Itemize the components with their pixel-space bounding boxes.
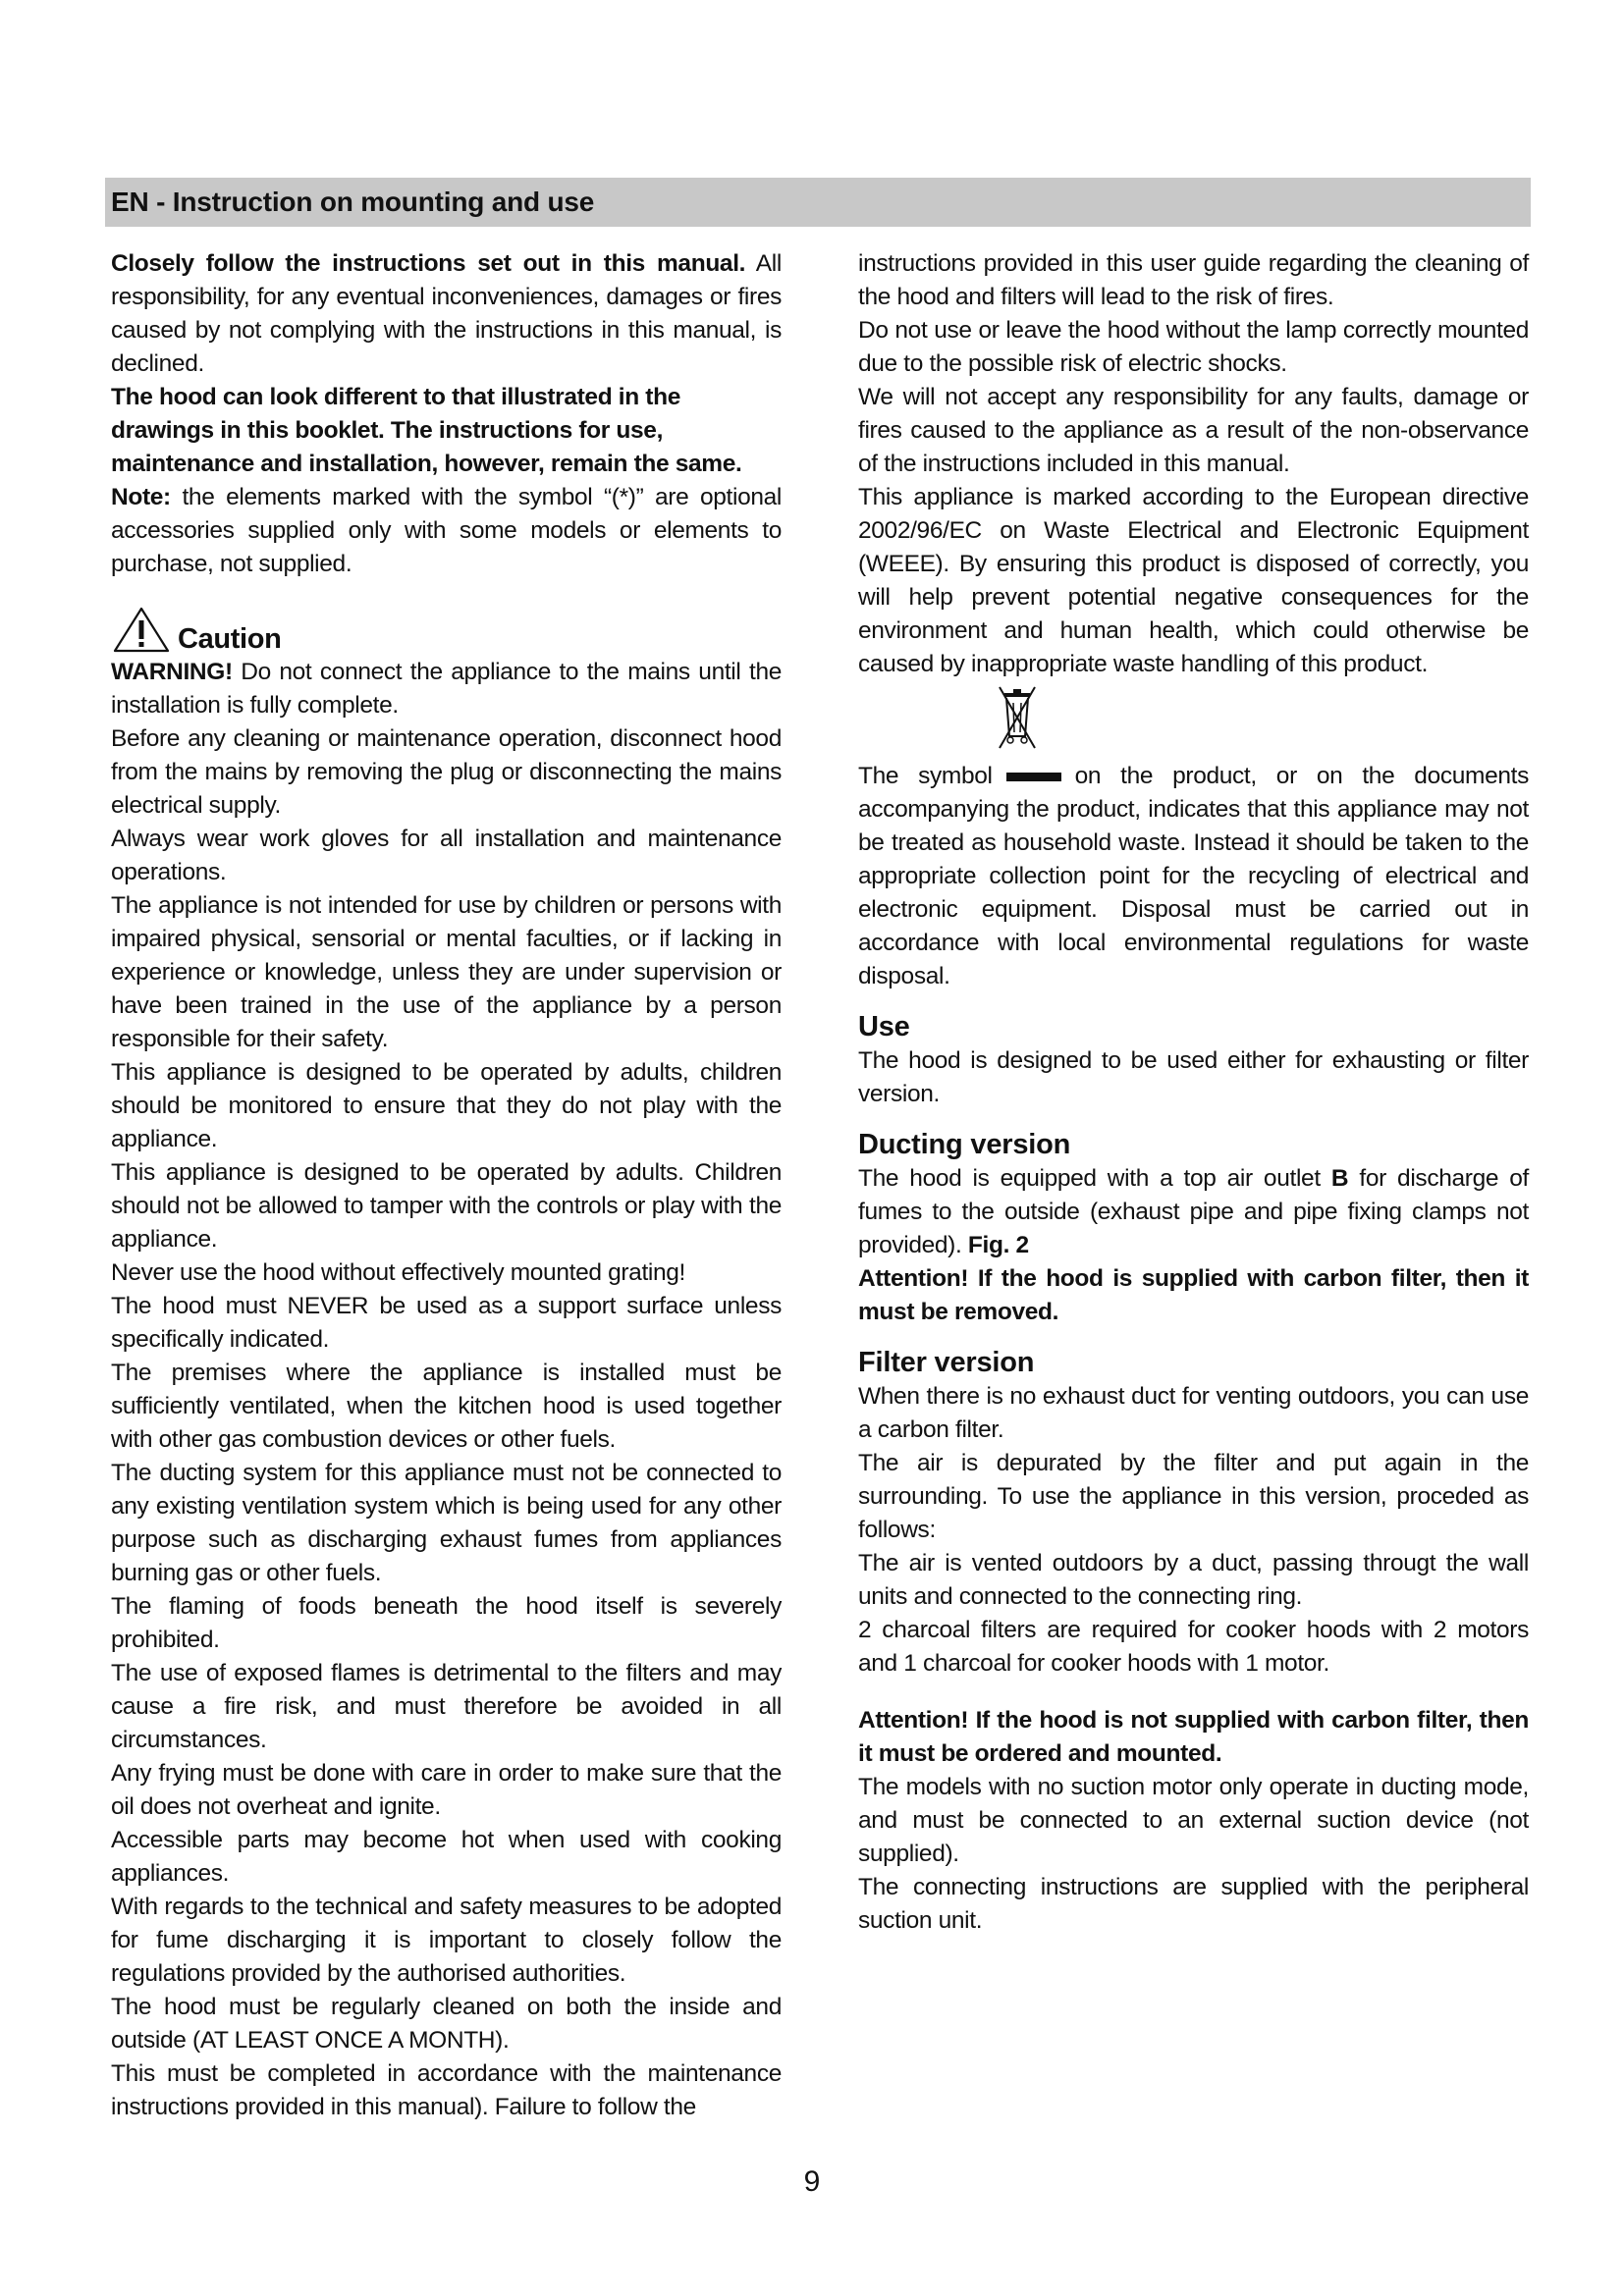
safety-paragraph: Never use the hood without effectively mounted grating!: [111, 1259, 685, 1286]
note-paragraph: [111, 481, 782, 581]
ducting-paragraph: [858, 1162, 1529, 1262]
use-title: Use: [858, 1011, 910, 1042]
intro-paragraph: [111, 247, 782, 381]
right-column: [858, 247, 1529, 1938]
symbol-before: The symbol: [858, 763, 993, 789]
ducting-attention: Attention! If the hood is supplied with carbon filter, then it must be removed.: [858, 1265, 1529, 1325]
warning-triangle-icon: [111, 604, 172, 655]
safety-paragraph: The use of exposed flames is detrimental to the filters and may cause a fire risk, and must therefore be avoided in all circumstances.: [111, 1660, 782, 1753]
spacer: [858, 1681, 1529, 1704]
warning-text: Do not connect the appliance to the mains until the installation is fully complete.: [111, 659, 782, 719]
safety-paragraph: Do not use or leave the hood without the lamp correctly mounted due to the possible risk of electric shocks.: [858, 317, 1529, 377]
symbol-paragraph: [858, 760, 1529, 993]
ducting-text: The hood is equipped with a top air outlet: [858, 1165, 1331, 1192]
filter-paragraph: The air is vented outdoors by a duct, passing througt the wall units and connected to the connecting ring.: [858, 1550, 1529, 1610]
weee-symbol-block: [858, 681, 1529, 760]
warning-label: WARNING!: [111, 659, 233, 685]
section-header: EN - Instruction on mounting and use: [105, 178, 1531, 227]
safety-paragraph: Accessible parts may become hot when used with cooking appliances.: [111, 1827, 782, 1887]
caution-heading: [111, 595, 782, 656]
note-label: Note:: [111, 484, 171, 510]
hood-look-notice: The hood can look different to that illustrated in the drawings in this booklet. The instructions for use, maintenance and installation, however, remain the same.: [111, 384, 742, 477]
safety-paragraph: This appliance is designed to be operated by adults, children should be monitored to ensure that they do not play with the appliance.: [111, 1059, 782, 1152]
filter-paragraph: When there is no exhaust duct for venting outdoors, you can use a carbon filter.: [858, 1383, 1529, 1443]
safety-paragraph: With regards to the technical and safety measures to be adopted for fume discharging it is important to closely follow the regulations provided by the authorised authorities.: [111, 1894, 782, 1987]
weee-paragraph: This appliance is marked according to the European directive 2002/96/EC on Waste Electrical and Electronic Equipment (WEEE). By ensuring this product is disposed of correctly, you will help prevent potential negative consequences for the environment and human health, which could otherwise be caused by inappropriate waste handling of this product.: [858, 484, 1529, 677]
note-text: the elements marked with the symbol “(*)” are optional accessories supplied only with some models or elements to purchase, not supplied.: [111, 484, 782, 577]
safety-paragraph: The premises where the appliance is installed must be sufficiently ventilated, when the kitchen hood is used together with other gas combustion devices or other fuels.: [111, 1360, 782, 1453]
symbol-after: on the product, or on the documents accompanying the product, indicates that this appliance may not be treated as household waste. Instead it should be taken to the appropriate collection point for the recycling of electrical and electronic equipment. Disposal must be carried out in accordance with local environmental regulations for waste disposal.: [858, 763, 1529, 989]
safety-paragraph: Always wear work gloves for all installation and maintenance operations.: [111, 826, 782, 885]
safety-paragraph: The flaming of foods beneath the hood itself is severely prohibited.: [111, 1593, 782, 1653]
filter-attention: Attention! If the hood is not supplied with carbon filter, then it must be ordered and mounted.: [858, 1707, 1529, 1767]
safety-paragraph: We will not accept any responsibility for any faults, damage or fires caused to the appliance as a result of the non-observance of the instructions included in this manual.: [858, 384, 1529, 477]
safety-paragraph: This appliance is designed to be operated by adults. Children should not be allowed to tamper with the controls or play with the appliance.: [111, 1159, 782, 1253]
safety-paragraph: instructions provided in this user guide regarding the cleaning of the hood and filters will lead to the risk of fires.: [858, 250, 1529, 310]
ducting-text: for discharge of fumes to the outside (exhaust pipe and pipe fixing clamps not provided).: [858, 1165, 1529, 1258]
use-paragraph: The hood is designed to be used either for exhausting or filter version.: [858, 1047, 1529, 1107]
ducting-title: Ducting version: [858, 1129, 1071, 1160]
safety-paragraph: Any frying must be done with care in order to make sure that the oil does not overheat and ignite.: [111, 1760, 782, 1820]
filter-paragraph: The air is depurated by the filter and put again in the surrounding. To use the appliance in this version, proceded as follows:: [858, 1450, 1529, 1543]
intro-rest: All responsibility, for any eventual inconveniences, damages or fires caused by not complying with the instructions in this manual, is declined.: [111, 250, 782, 377]
page-number: 9: [803, 2165, 821, 2198]
final-paragraph: The connecting instructions are supplied with the peripheral suction unit.: [858, 1874, 1529, 1934]
intro-bold: Closely follow the instructions set out in this manual.: [111, 250, 746, 277]
safety-paragraph: The appliance is not intended for use by children or persons with impaired physical, sensorial or mental faculties, or if lacking in experience or knowledge, unless they are under supervision or have been trained in the use of the appliance by a person responsible for their safety.: [111, 892, 782, 1052]
safety-paragraph: The ducting system for this appliance must not be connected to any existing ventilation system which is being used for any other purpose such as discharging exhaust fumes from appliances burning gas or other fuels.: [111, 1460, 782, 1586]
weee-bar-icon: [1006, 773, 1061, 781]
caution-title: Caution: [178, 623, 282, 655]
filter-title: Filter version: [858, 1347, 1035, 1378]
outlet-label: B: [1330, 1165, 1349, 1192]
safety-paragraph: The hood must NEVER be used as a support surface unless specifically indicated.: [111, 1293, 782, 1353]
safety-paragraph: The hood must be regularly cleaned on both the inside and outside (AT LEAST ONCE A MONTH).: [111, 1994, 782, 2054]
final-paragraph: The models with no suction motor only operate in ducting mode, and must be connected to an external suction device (not supplied).: [858, 1774, 1529, 1867]
filter-paragraph: 2 charcoal filters are required for cooker hoods with 2 motors and 1 charcoal for cooker hoods with 1 motor.: [858, 1617, 1529, 1677]
figure-reference: Fig. 2: [967, 1232, 1029, 1258]
left-column: [111, 247, 782, 2124]
crossed-out-bin-icon: [996, 683, 1039, 756]
safety-paragraph: Before any cleaning or maintenance operation, disconnect hood from the mains by removing the plug or disconnecting the mains electrical supply.: [111, 725, 782, 819]
safety-paragraph: This must be completed in accordance with the maintenance instructions provided in this manual). Failure to follow the: [111, 2060, 782, 2120]
warning-paragraph: [111, 656, 782, 722]
